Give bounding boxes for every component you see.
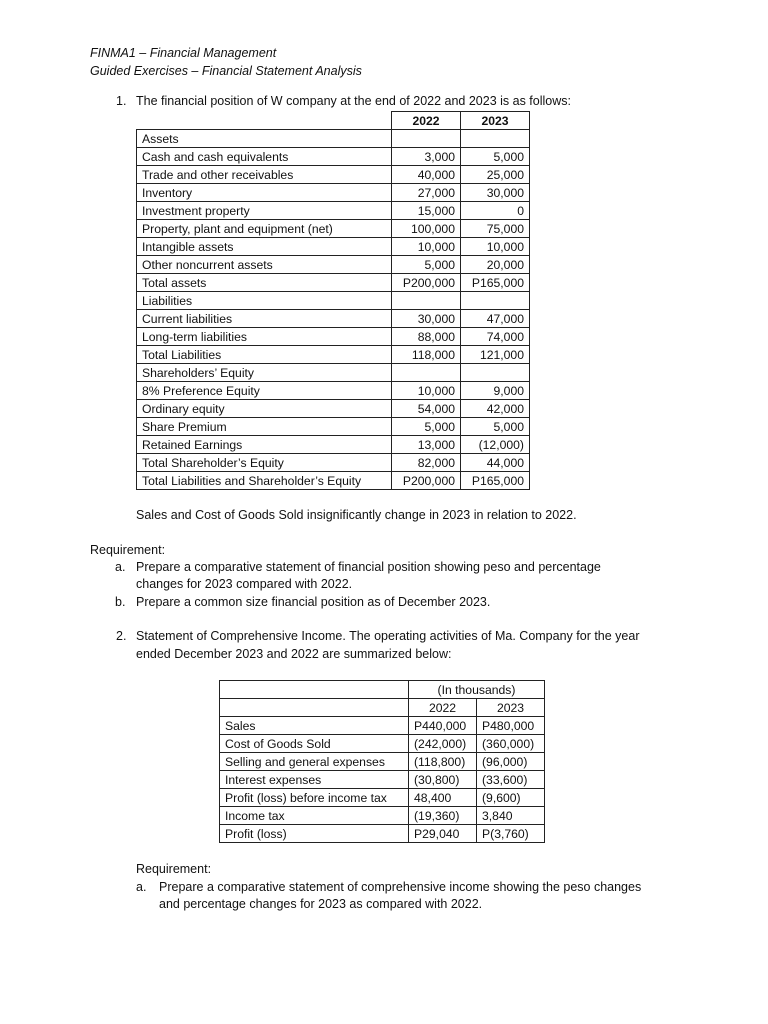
table-row-total-liabilities-and-shareholder-s-equity (137, 472, 530, 490)
value-2022: 54,000 (392, 400, 461, 418)
value-2023: (9,600) (477, 789, 545, 807)
value-2023 (461, 292, 530, 310)
income-row-sales (220, 717, 545, 735)
value-2022: 15,000 (392, 202, 461, 220)
requirement-1a-line1: Prepare a comparative statement of financial position showing peso and percentage (136, 560, 601, 574)
row-label: Total Liabilities and Shareholder’s Equity (137, 472, 392, 490)
table-row-shareholders-equity (137, 364, 530, 382)
table-row-trade-and-other-receivables (137, 166, 530, 184)
value-2022: (19,360) (409, 807, 477, 825)
value-2023: (12,000) (461, 436, 530, 454)
question-2-number: 2. (116, 629, 127, 643)
row-label: Cost of Goods Sold (220, 735, 409, 753)
row-label: Shareholders’ Equity (137, 364, 392, 382)
row-label: Interest expenses (220, 771, 409, 789)
units-label: (In thousands) (409, 681, 545, 699)
value-2022: 82,000 (392, 454, 461, 472)
table-row-inventory (137, 184, 530, 202)
value-2023: 5,000 (461, 148, 530, 166)
table-header-row (137, 112, 530, 130)
row-label: Long-term liabilities (137, 328, 392, 346)
value-2023: P480,000 (477, 717, 545, 735)
value-2023: P165,000 (461, 274, 530, 292)
table-row-retained-earnings (137, 436, 530, 454)
value-2023: 9,000 (461, 382, 530, 400)
table-row-property-plant-and-equipment-net (137, 220, 530, 238)
table-row-total-shareholder-s-equity (137, 454, 530, 472)
income-row-income-tax (220, 807, 545, 825)
value-2023: 3,840 (477, 807, 545, 825)
value-2022: 5,000 (392, 256, 461, 274)
requirement-1a-line2: changes for 2023 compared with 2022. (136, 577, 353, 591)
income-row-profit-loss-before-income-tax (220, 789, 545, 807)
table-row-intangible-assets (137, 238, 530, 256)
value-2023: 25,000 (461, 166, 530, 184)
value-2023 (461, 130, 530, 148)
row-label: Income tax (220, 807, 409, 825)
year-row-blank (220, 699, 409, 717)
row-label: Ordinary equity (137, 400, 392, 418)
row-label: Assets (137, 130, 392, 148)
income-row-interest-expenses (220, 771, 545, 789)
row-label: Other noncurrent assets (137, 256, 392, 274)
value-2023: 74,000 (461, 328, 530, 346)
value-2022: 13,000 (392, 436, 461, 454)
value-2022: 10,000 (392, 238, 461, 256)
income-row-selling-and-general-expenses (220, 753, 545, 771)
question-1-number: 1. (116, 94, 127, 108)
value-2023: 75,000 (461, 220, 530, 238)
table-row-total-assets (137, 274, 530, 292)
value-2023: 5,000 (461, 418, 530, 436)
value-2023: 30,000 (461, 184, 530, 202)
value-2022: P29,040 (409, 825, 477, 843)
value-2022: 100,000 (392, 220, 461, 238)
year-header-row (220, 699, 545, 717)
row-label: Inventory (137, 184, 392, 202)
value-2022: P440,000 (409, 717, 477, 735)
row-label: Profit (loss) before income tax (220, 789, 409, 807)
value-2023: 44,000 (461, 454, 530, 472)
value-2022: 27,000 (392, 184, 461, 202)
row-label: Intangible assets (137, 238, 392, 256)
table-row-8-preference-equity (137, 382, 530, 400)
value-2022: P200,000 (392, 274, 461, 292)
table-row-current-liabilities (137, 310, 530, 328)
course-title: FINMA1 – Financial Management (90, 46, 277, 60)
value-2022 (392, 292, 461, 310)
question-1-prompt: The financial position of W company at the end of 2022 and 2023 is as follows: (136, 94, 571, 108)
row-label: Selling and general expenses (220, 753, 409, 771)
table-row-cash-and-cash-equivalents (137, 148, 530, 166)
value-2023: 20,000 (461, 256, 530, 274)
table-row-ordinary-equity (137, 400, 530, 418)
row-label: Retained Earnings (137, 436, 392, 454)
value-2022 (392, 364, 461, 382)
value-2022: (30,800) (409, 771, 477, 789)
financial-position-table (136, 111, 530, 490)
requirement-1a (115, 559, 125, 576)
value-2022 (392, 130, 461, 148)
units-row (220, 681, 545, 699)
value-2022: (118,800) (409, 753, 477, 771)
requirement-2a-line1: Prepare a comparative statement of comprehensive income showing the peso changes (159, 880, 642, 894)
row-label: Sales (220, 717, 409, 735)
row-label: Current liabilities (137, 310, 392, 328)
requirement-1b-line1: Prepare a common size financial position as of December 2023. (136, 595, 491, 609)
value-2023 (461, 364, 530, 382)
table-row-share-premium (137, 418, 530, 436)
requirement-label-1: Requirement: (90, 543, 166, 557)
row-label: Total assets (137, 274, 392, 292)
value-2023: P165,000 (461, 472, 530, 490)
question-2-line2: ended December 2023 and 2022 are summarized below: (136, 647, 452, 661)
row-label: Property, plant and equipment (net) (137, 220, 392, 238)
value-2022: 30,000 (392, 310, 461, 328)
row-label: Investment property (137, 202, 392, 220)
value-2023: (33,600) (477, 771, 545, 789)
row-label: Total Liabilities (137, 346, 392, 364)
row-label: Total Shareholder’s Equity (137, 454, 392, 472)
requirement-1a-letter: a. (115, 560, 126, 574)
row-label: 8% Preference Equity (137, 382, 392, 400)
row-label: Trade and other receivables (137, 166, 392, 184)
requirement-label-2: Requirement: (136, 862, 212, 876)
document-subtitle: Guided Exercises – Financial Statement Analysis (90, 64, 362, 78)
value-2022: 48,400 (409, 789, 477, 807)
row-label: Liabilities (137, 292, 392, 310)
table-row-liabilities (137, 292, 530, 310)
value-2023: 10,000 (461, 238, 530, 256)
value-2023: 47,000 (461, 310, 530, 328)
income-row-cost-of-goods-sold (220, 735, 545, 753)
value-2022: 118,000 (392, 346, 461, 364)
sales-note: Sales and Cost of Goods Sold insignificantly change in 2023 in relation to 2022. (136, 508, 577, 522)
requirement-2a-letter: a. (136, 880, 147, 894)
column-header-2022: 2022 (392, 112, 461, 130)
requirement-1b-letter: b. (115, 595, 126, 609)
table-row-total-liabilities (137, 346, 530, 364)
value-2023: 42,000 (461, 400, 530, 418)
column-header-2023: 2023 (477, 699, 545, 717)
value-2023: P(3,760) (477, 825, 545, 843)
value-2022: 5,000 (392, 418, 461, 436)
table-row-assets (137, 130, 530, 148)
row-label: Profit (loss) (220, 825, 409, 843)
value-2022: 40,000 (392, 166, 461, 184)
value-2023: 0 (461, 202, 530, 220)
income-row-profit-loss (220, 825, 545, 843)
row-label: Share Premium (137, 418, 392, 436)
value-2023: (360,000) (477, 735, 545, 753)
table-header-blank (137, 112, 392, 130)
question-2-line1: Statement of Comprehensive Income. The operating activities of Ma. Company for the year (136, 629, 640, 643)
column-header-2022: 2022 (409, 699, 477, 717)
requirement-2a-line2: and percentage changes for 2023 as compared with 2022. (159, 897, 483, 911)
income-statement-table (219, 680, 545, 843)
value-2022: 10,000 (392, 382, 461, 400)
value-2022: (242,000) (409, 735, 477, 753)
table-row-long-term-liabilities (137, 328, 530, 346)
column-header-2023: 2023 (461, 112, 530, 130)
table-row-investment-property (137, 202, 530, 220)
row-label: Cash and cash equivalents (137, 148, 392, 166)
table-row-other-noncurrent-assets (137, 256, 530, 274)
value-2022: 3,000 (392, 148, 461, 166)
value-2022: P200,000 (392, 472, 461, 490)
value-2022: 88,000 (392, 328, 461, 346)
value-2023: (96,000) (477, 753, 545, 771)
value-2023: 121,000 (461, 346, 530, 364)
units-row-blank (220, 681, 409, 699)
